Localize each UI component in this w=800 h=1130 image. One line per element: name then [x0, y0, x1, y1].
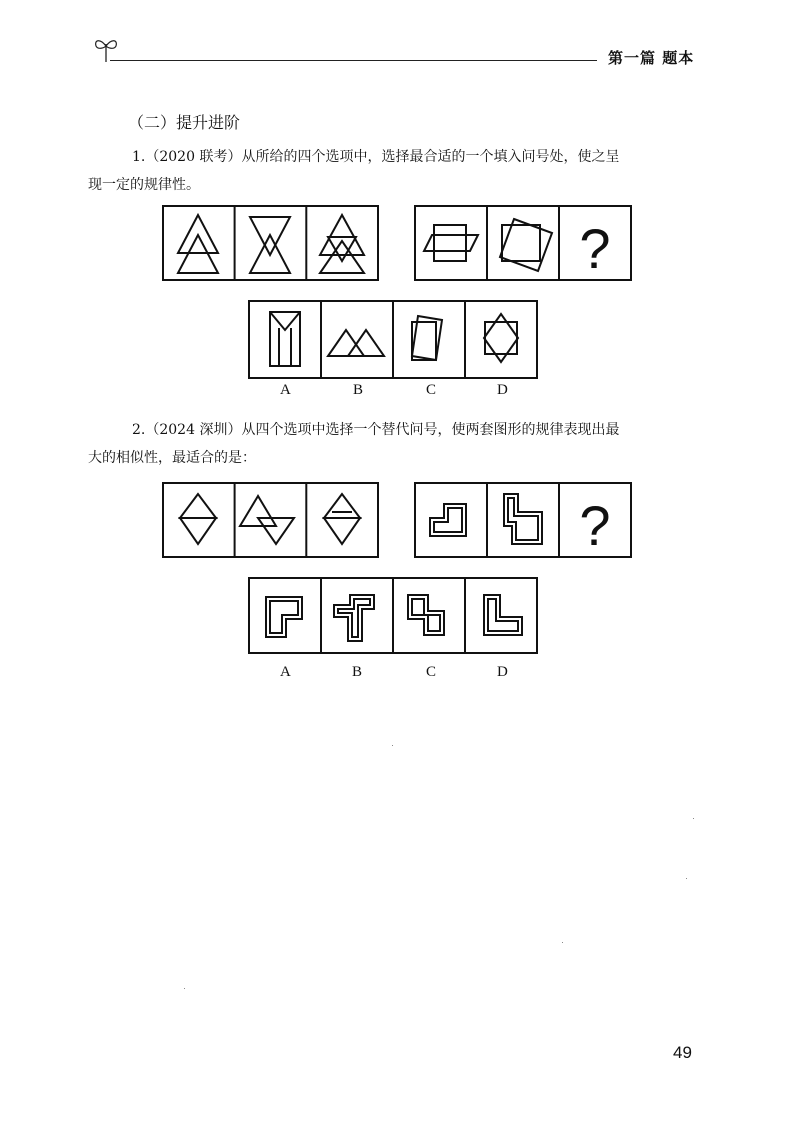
question-1-number: 1.	[132, 149, 146, 165]
q1-option-b-figure	[328, 330, 384, 356]
header-rule	[110, 60, 597, 61]
q2-option-a-label[interactable]: A	[280, 664, 291, 680]
scan-speck	[392, 745, 393, 746]
q2-option-a-figure	[266, 597, 302, 637]
q1-option-d-figure	[484, 314, 518, 362]
q1-option-d-label[interactable]: D	[497, 382, 508, 398]
q1-option-a-figure	[270, 312, 300, 366]
question-1-stem	[162, 205, 692, 282]
section-title: （二）提升进阶	[128, 113, 241, 132]
q2-option-d-label[interactable]: D	[497, 664, 508, 680]
q1-stem-figure-4	[424, 225, 478, 261]
q1-option-c-figure	[412, 316, 442, 360]
q2-stem-figure-5	[504, 494, 542, 544]
q1-stem-figure-3	[320, 215, 364, 273]
q1-question-mark: ?	[579, 217, 611, 280]
page-number: 49	[673, 1043, 692, 1062]
question-2-source: （2024 深圳）	[145, 422, 242, 438]
scan-speck	[184, 988, 185, 989]
question-1-options	[248, 300, 540, 380]
question-2	[88, 416, 690, 472]
q2-option-b-label[interactable]: B	[352, 664, 363, 680]
q2-option-b-figure	[334, 595, 374, 641]
q1-stem-figure-5	[500, 219, 552, 271]
question-2-number: 2.	[132, 422, 146, 438]
scan-speck	[562, 942, 563, 943]
q2-option-c-figure	[408, 595, 444, 635]
q1-option-c-label[interactable]: C	[426, 382, 437, 398]
q2-stem-figure-4	[430, 504, 466, 536]
question-2-text-line1: 从四个选项中选择一个替代问号，使两套图形的规律表现出最	[241, 422, 620, 438]
q1-stem-figure-2	[250, 217, 290, 273]
q2-option-d-figure	[484, 595, 522, 635]
q2-stem-figure-2	[240, 496, 294, 544]
question-1-text-line2: 现一定的规律性。	[88, 177, 200, 193]
q2-stem-figure-1	[180, 494, 216, 544]
q1-option-b-label[interactable]: B	[353, 382, 364, 398]
question-1-text-line1: 从所给的四个选项中，选择最合适的一个填入问号处，使之呈	[241, 149, 620, 165]
question-2-options	[248, 577, 540, 655]
question-1-source: （2020 联考）	[145, 149, 242, 165]
header-title: 第一篇 题本	[608, 49, 695, 67]
question-2-text-line2: 大的相似性，最适合的是：	[88, 450, 256, 466]
q1-option-a-label[interactable]: A	[280, 382, 291, 398]
question-1	[88, 143, 690, 199]
q1-stem-figure-1	[178, 215, 218, 273]
q2-left-group-frame	[163, 483, 378, 557]
q2-stem-figure-3	[324, 494, 360, 544]
q2-question-mark: ?	[579, 494, 611, 557]
scan-speck	[686, 878, 687, 879]
question-2-stem	[162, 482, 692, 559]
q2-option-c-label[interactable]: C	[426, 664, 437, 680]
scan-speck	[693, 818, 694, 819]
